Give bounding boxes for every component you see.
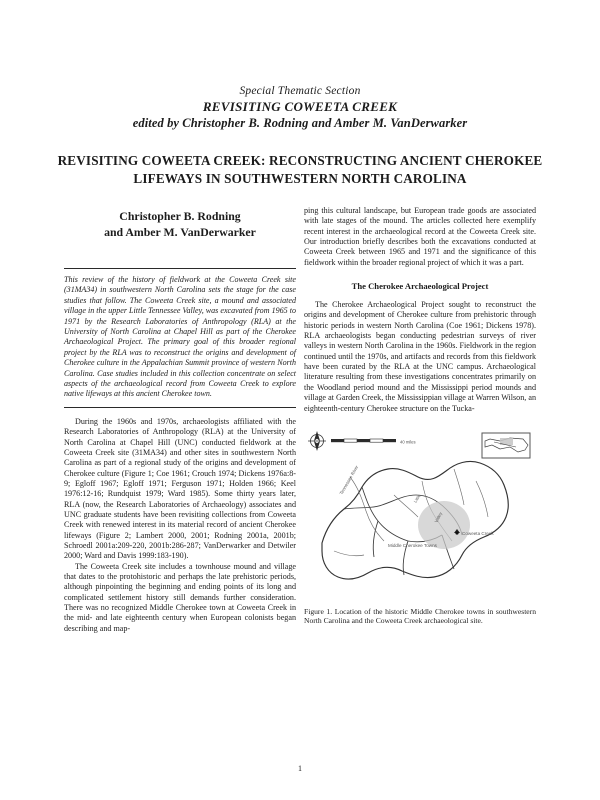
body-paragraph: During the 1960s and 1970s, archaeologists affiliated with the Research Laboratories of Anthropology (RLA) at the University of North Carolina at Chapel Hill (UNC) conducted fieldwork at the Coweeta Creek site (31MA34) and other sites in southwestern North Carolina as part of a regional study of the origins and development of Cherokee culture (Figure 1; Coe 1961; Crouch 1974; Dickens 1976a:8-9; Egloff 1967; Egloff 1971; Ferguson 1971; Holden 1966; Keel 1976:12-16; Rundquist 1979; Ward 1985). Some thirty years later, RLA (now, the Research Laboratories of Archaeology) associates and UNC graduate students have been revisiting collections from Coweeta Creek with renewed interest in its material record of ancient Cherokee lifeways (Figure 2; Lambert 2000, 2001; Rodning 2001a, 2001b; Schroedl 2001a:209-220, 2001b:286-287; VanDerwarker and Detwiler 2000; Ward and Davis 1999:183-190). [64,416,296,561]
inset-locator-map [482,433,530,458]
spacer [64,408,296,417]
body-paragraph: The Coweeta Creek site includes a townhouse mound and village that dates to the protohistoric and perhaps the late prehistoric periods, although pinpointing the beginning and ending points of its long and complicated settlement history still demands further consideration. There was no recognized Middle Cherokee town at Coweeta Creek in the mid- and late eighteenth century when European colonists began describing and map- [64,561,296,633]
figure-1-image [304,425,536,603]
page-number: 1 [298,764,302,773]
author-name-secondary: and Amber M. VanDerwarker [104,225,256,239]
thematic-section-header [60,84,540,132]
scale-bar [331,439,416,445]
scale-bar-label: 40 miles [400,439,416,445]
map-label-middle-cherokee-towns: Middle Cherokee Towns [388,542,437,548]
map-label-valley: Valley [433,511,444,524]
thematic-section-label: Special Thematic Section [239,85,361,97]
figure-1-caption: Figure 1. Location of the historic Middle Cherokee towns in southwestern North Carolina and the Coweeta Creek archaeological site. [304,606,536,626]
right-column [304,206,536,626]
body-paragraph-continued: ping this cultural landscape, but European trade goods are associated with late stages of the mound. The articles collected here exemplify recent interest in the archaeological record at the Coweeta Creek site. Our introduction briefly describes both the excavations conducted at Coweeta Creek between 1965 and 1971 and the significance of this fieldwork within the broader regional project of which it was a part. [304,206,536,267]
article-byline [64,208,296,240]
article-title: REVISITING COWEETA CREEK: RECONSTRUCTING ANCIENT CHEROKEE LIFEWAYS IN SOUTHWESTERN NORTH CAROLINA [57,153,543,186]
figure-1 [304,425,536,626]
thematic-section-editors: edited by Christopher B. Rodning and Amber M. VanDerwarker [132,116,468,130]
middle-cherokee-region-shading [418,501,470,549]
author-name-primary: Christopher B. Rodning [119,209,241,223]
map-label-coweeta-creek: Coweeta Creek [462,530,494,536]
north-arrow-icon [308,431,326,451]
section-heading: The Cherokee Archaeological Project [351,281,489,292]
map-label-little: Little [412,493,422,504]
thematic-section-title: REVISITING COWEETA CREEK [202,99,398,114]
article-abstract: This review of the history of fieldwork at the Coweeta Creek site (31MA34) in southwestern North Carolina sets the stage for the case studies that follow. The Coweeta Creek site, a mound and associated village in the upper Little Tennessee Valley, was excavated from 1965 to 1971 by the Research Laboratories of Anthropology (RLA) at the University of North Carolina at Chapel Hill as part of the Cherokee Archaeological Project. The primary goal of this broader regional project by the RLA was to reconstruct the origins and development of Cherokee culture in the Appalachian Summit province of western North Carolina. Case studies included in this collection concentrate on select aspects of the archaeological record from Coweeta Creek to explore native lifeways at this ancient Cherokee town. [64,268,296,400]
map-label-tennessee-river: Tennessee River [338,464,360,496]
left-column [64,268,296,634]
body-paragraph: The Cherokee Archaeological Project sought to reconstruct the origins and development of Cherokee culture from prehistoric through historic periods in western North Carolina (Coe 1961; Dickens 1978). RLA archaeologists began conducting pedestrian surveys of river valleys in western North Carolina in the 1960s. Fieldwork in the region continued until the 1970s, and artifacts and records from this fieldwork have been curated by the RLA at the UNC campus. Archaeological literature resulting from these investigations concentrates primarily on the Woodland period mound and the Mississippi period mounds and village at Garden Creek, the Mississippian village at Warren Wilson, an eighteenth-century Cherokee structure on the Tucka- [304,300,536,413]
